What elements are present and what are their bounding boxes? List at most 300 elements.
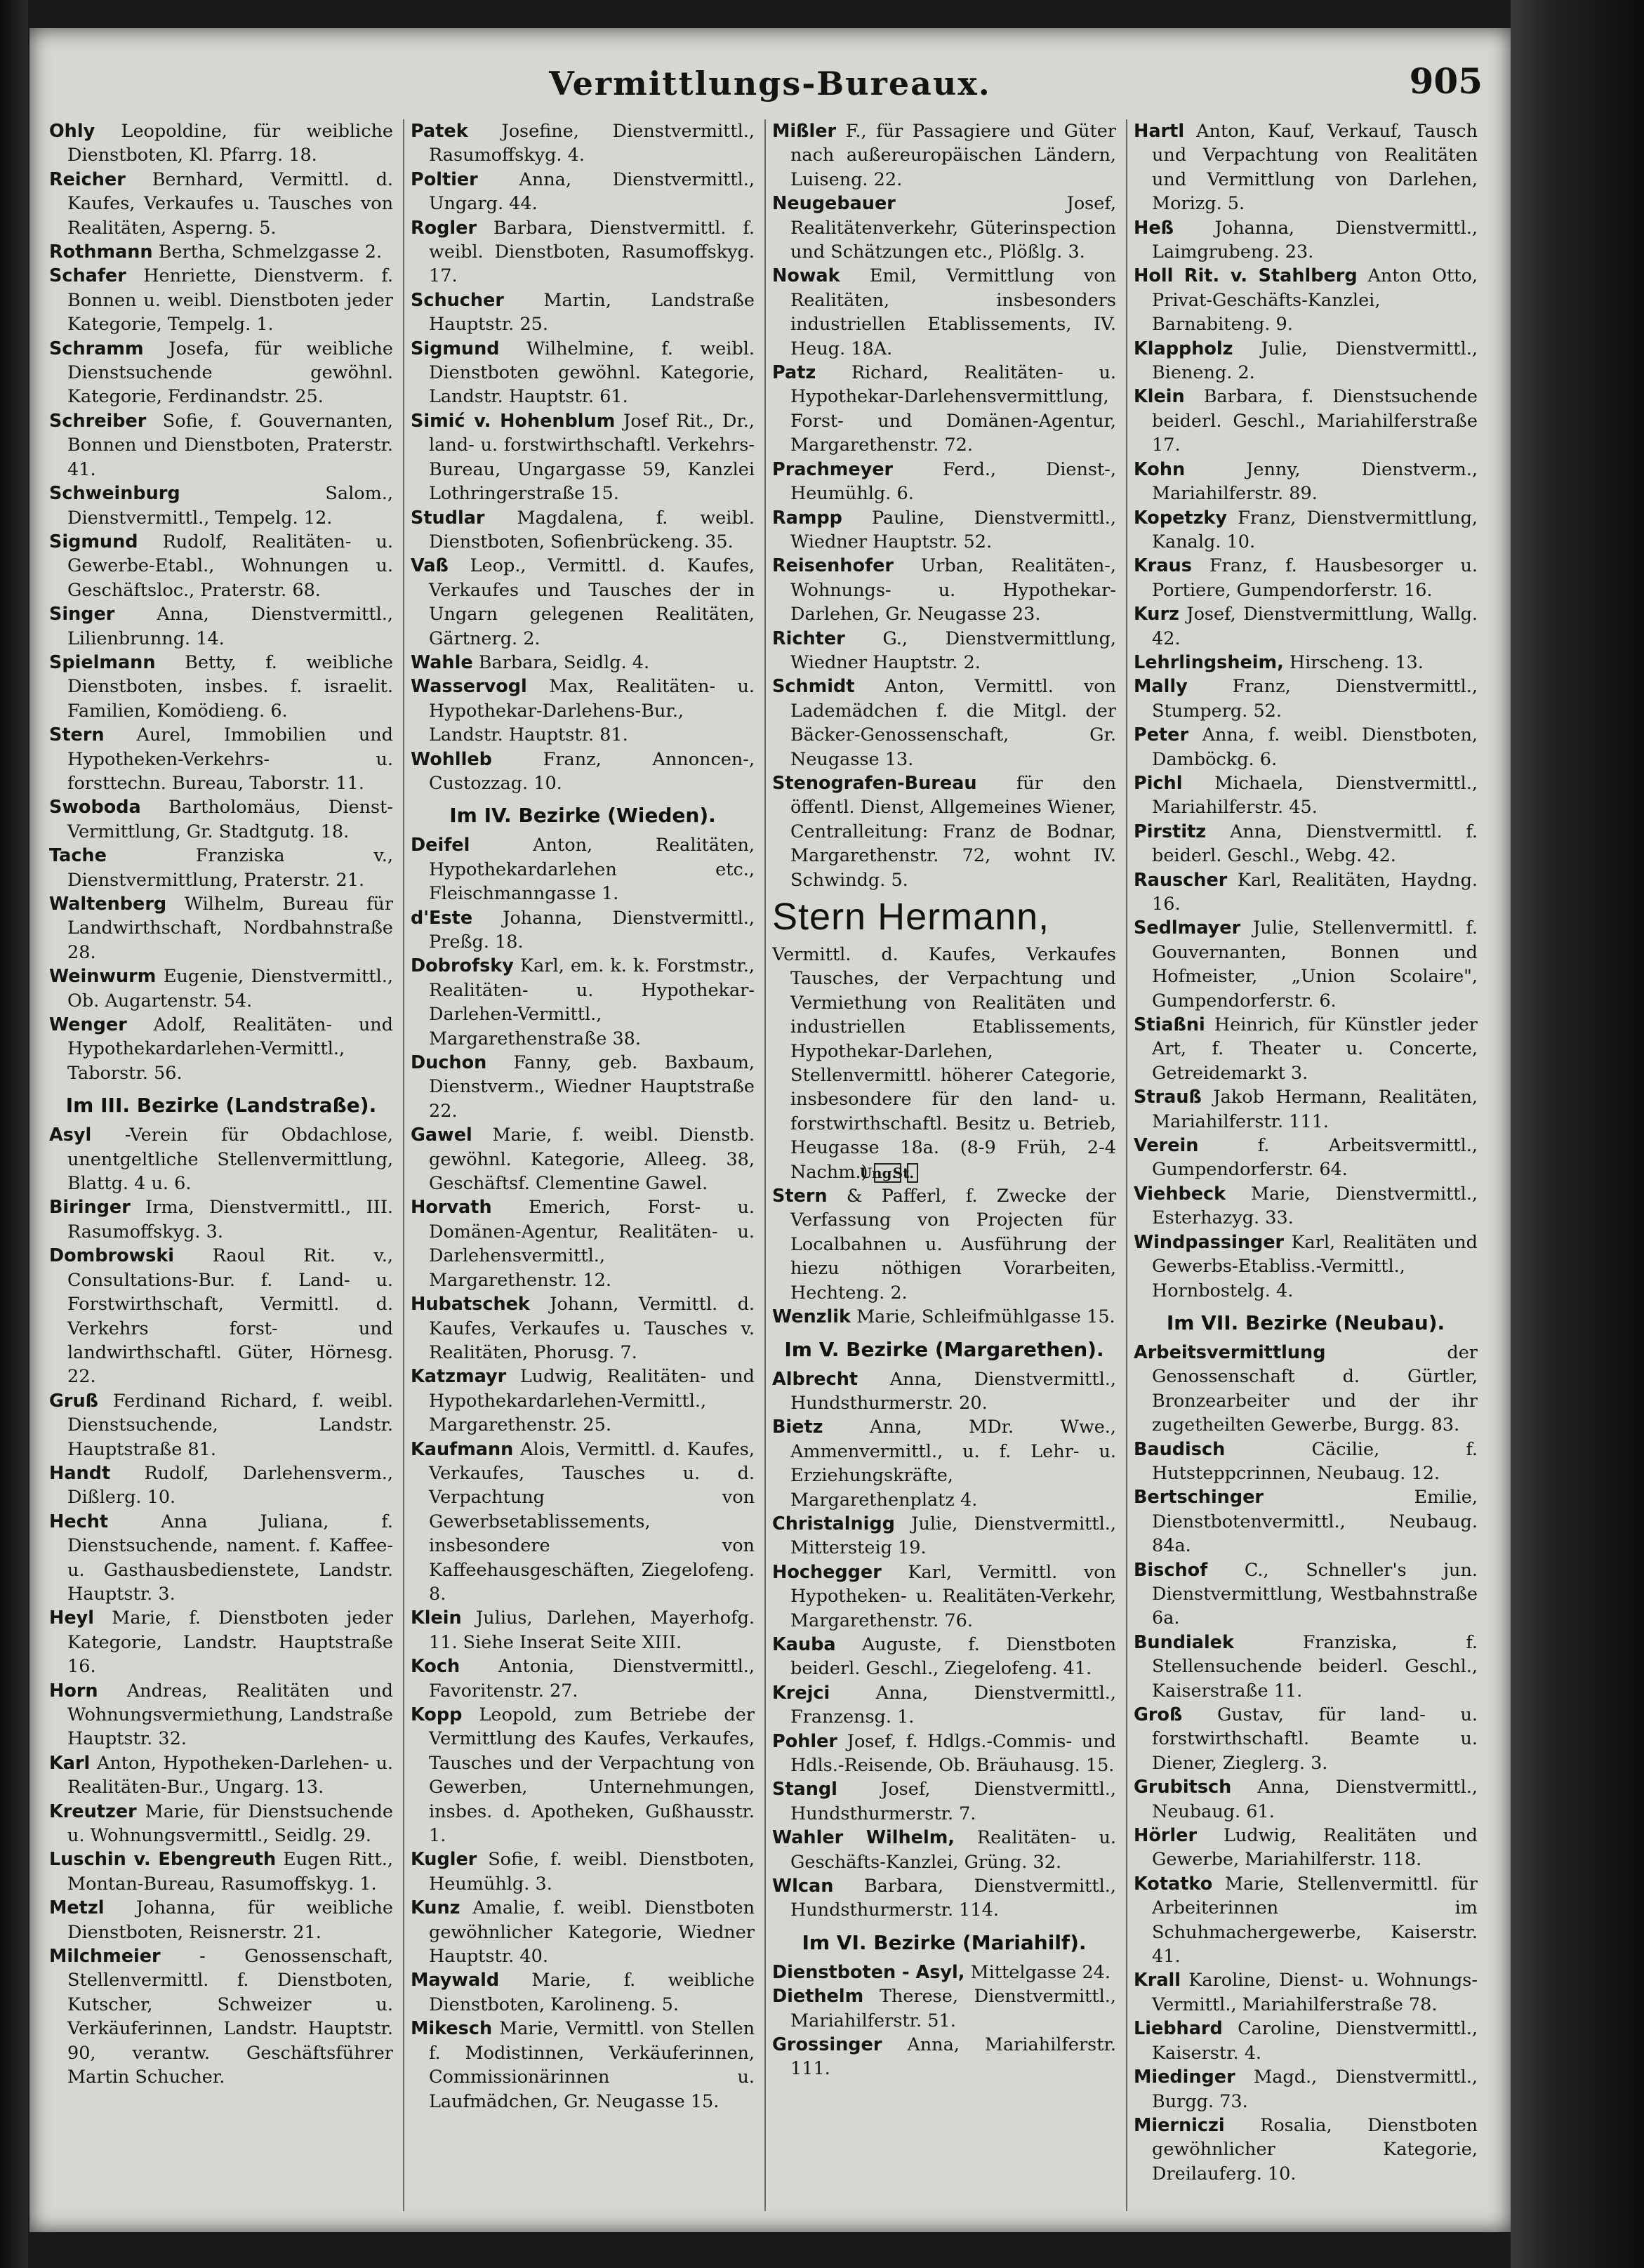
directory-entry — [411, 1123, 755, 1195]
directory-entry — [49, 1944, 393, 2089]
entry-details: Josef, f. Hdlgs.-Commis- und Hdls.-Reisende, Ob. Bräuhausg. 15. — [790, 1730, 1116, 1776]
running-head: Vermittlungs-Bureaux. — [549, 65, 991, 102]
entry-details: Anna, Dienstvermittl., Hundsthurmerstr. 20. — [790, 1368, 1116, 1414]
directory-entry — [49, 1510, 393, 1607]
entry-details: Franziska, f. Stellensuchende beiderl. Geschl., Kaiserstraße 11. — [1152, 1631, 1478, 1702]
directory-entry — [49, 651, 393, 723]
entry-name: Studlar — [411, 507, 485, 529]
column-4 — [1134, 119, 1478, 2211]
directory-entry — [1134, 1438, 1478, 1486]
entry-details: Auguste, f. Dienstboten beiderl. Geschl., Ziegelofeng. 41. — [790, 1633, 1116, 1680]
entry-details: Hirscheng. 13. — [1289, 651, 1424, 673]
entry-name: Pichl — [1134, 772, 1183, 794]
directory-entry — [1134, 602, 1478, 651]
district-heading: Im VII. Bezirke (Neubau). — [1166, 1311, 1445, 1334]
entry-details: Franziska v., Dienstvermittlung, Praterstr. 21. — [67, 845, 393, 891]
binding-edge-left — [0, 0, 28, 2268]
entry-details: Jakob Hermann, Realitäten, Mariahilferstr. 111. — [1152, 1087, 1478, 1132]
entry-name: Wlcan — [772, 1876, 834, 1897]
entry-name: Handt — [49, 1462, 111, 1484]
entry-name: Neugebauer — [772, 193, 896, 215]
directory-entry — [772, 1874, 1116, 1923]
directory-entry — [1134, 916, 1478, 1013]
entry-details: Josef Rit., Dr., land- u. forstwirthschaftl. Verkehrs-Bureau, Ungargasse 59, Kanzlei Lothringerstraße 15. — [429, 410, 755, 505]
entry-details: Wilhelmine, f. weibl. Dienstboten gewöhnl. Kategorie, Landstr. Hauptstr. 61. — [429, 338, 755, 408]
district-heading: Im IV. Bezirke (Wieden). — [449, 804, 716, 828]
directory-entry — [772, 1633, 1116, 1681]
entry-name: Kraus — [1134, 555, 1192, 577]
entry-name: Simić v. Hohenblum — [411, 410, 616, 432]
directory-entry — [1134, 1341, 1478, 1438]
directory-entry — [411, 906, 755, 955]
entry-details: Franz, Dienstvermittlung, Kanalg. 10. — [1152, 507, 1478, 552]
entry-details: f. Arbeitsvermittl., Gumpendorferstr. 64. — [1152, 1135, 1478, 1181]
entry-details: Karl, em. k. k. Forstmstr., Realitäten- u. Hypothekar-Darlehen-Vermittl., Margarethenstraße 38. — [429, 955, 755, 1049]
entry-name: Hartl — [1134, 121, 1185, 142]
entry-name: Poltier — [411, 168, 478, 190]
directory-entry — [49, 1013, 393, 1085]
entry-name: Spielmann — [49, 651, 156, 673]
entry-details: Marie, Dienstvermittl., Esterhazyg. 33. — [1152, 1183, 1478, 1229]
entry-name: Horvath — [411, 1197, 492, 1219]
directory-entry — [49, 409, 393, 482]
entry-details: Irma, Dienstvermittl., III. Rasumoffskyg. 3. — [67, 1197, 393, 1242]
directory-entry — [411, 1703, 755, 1848]
entry-name: Groß — [1134, 1704, 1183, 1725]
directory-entry — [411, 119, 755, 168]
entry-details: Anton, Vermittl. von Lademädchen f. die Mitgl. der Bäcker-Genossenschaft, Gr. Neugasse 13. — [790, 676, 1116, 770]
entry-details: Anna, Dienstvermittl., Lilienbrunng. 14. — [67, 604, 393, 649]
directory-entry — [411, 1365, 755, 1437]
directory-entry — [49, 1123, 393, 1195]
directory-entry — [411, 506, 755, 555]
entry-name: Wasservogl — [411, 676, 527, 698]
directory-entry — [772, 192, 1116, 264]
directory-entry — [411, 554, 755, 651]
directory-entry — [772, 627, 1116, 675]
entry-name: Swoboda — [49, 797, 141, 818]
directory-entry — [49, 795, 393, 844]
entry-details: Anna, Dienstvermittl. f. beiderl. Geschl., Webg. 42. — [1152, 821, 1478, 867]
entry-details: Marie, Schleifmühlgasse 15. — [856, 1306, 1115, 1328]
entry-details: Marie, f. Dienstboten jeder Kategorie, Landstr. Hauptstraße 16. — [67, 1607, 393, 1678]
directory-entry — [49, 723, 393, 795]
entry-name: Hecht — [49, 1511, 109, 1532]
entry-details: Ferdinand Richard, f. weibl. Dienstsuchende, Landstr. Hauptstraße 81. — [67, 1390, 393, 1460]
entry-name: Sedlmayer — [1134, 917, 1241, 939]
directory-entry — [411, 1968, 755, 2017]
directory-entry — [411, 1896, 755, 1968]
entry-name: Schmidt — [772, 676, 855, 698]
directory-entry — [772, 1730, 1116, 1778]
directory-entry — [1134, 385, 1478, 457]
entry-details: Julie, Dienstvermittl., Bieneng. 2. — [1152, 338, 1478, 384]
entry-details: Anna, Dienstvermittl., Ungarg. 44. — [429, 168, 755, 215]
entry-name: Kopetzky — [1134, 507, 1227, 529]
entry-details: C., Schneller's jun. Dienstvermittlung, Westbahnstraße 6a. — [1152, 1559, 1478, 1629]
entry-name: Liebhard — [1134, 2018, 1223, 2040]
entry-details: Josef, Realitätenverkehr, Güterinspection und Schätzungen etc., Plößlg. 3. — [790, 193, 1116, 263]
entry-name: Dienstboten - Asyl, — [772, 1961, 965, 1983]
directory-entry — [49, 1195, 393, 1244]
entry-details: Sofie, f. Gouvernanten, Bonnen und Dienstboten, Praterstr. 41. — [67, 410, 393, 480]
directory-entry — [1134, 1631, 1478, 1703]
entry-details: Michaela, Dienstvermittl., Mariahilferstr. 45. — [1152, 772, 1478, 818]
directory-entry — [772, 1777, 1116, 1826]
directory-entry — [772, 771, 1116, 892]
entry-name: Nowak — [772, 265, 840, 287]
entry-details: Josefa, für weibliche Dienstsuchende gewöhnl. Kategorie, Ferdinandstr. 25. — [67, 338, 393, 408]
column-3 — [772, 119, 1116, 2211]
entry-name: Klappholz — [1134, 338, 1233, 359]
entry-name: Pohler — [772, 1730, 837, 1752]
directory-entry — [49, 530, 393, 602]
directory-entry — [49, 1606, 393, 1678]
district-heading: Im III. Bezirke (Landstraße). — [65, 1094, 377, 1118]
directory-entry — [772, 1826, 1116, 1874]
column-rule — [764, 119, 766, 2211]
entry-name: Gruß — [49, 1390, 99, 1412]
entry-details: Henriette, Dienstverm. f. Bonnen u. weibl. Dienstboten jeder Kategorie, Tempelg. 1. — [67, 265, 393, 336]
entry-details: Anna, MDr. Wwe., Ammenvermittl., u. f. Lehr- u. Erziehungskräfte, Margarethenplatz 4. — [790, 1417, 1116, 1511]
directory-entry — [411, 168, 755, 216]
entry-name: Kunz — [411, 1897, 460, 1919]
entry-name: Patz — [772, 362, 816, 384]
directory-entry — [1134, 337, 1478, 385]
entry-name: Bundialek — [1134, 1631, 1234, 1653]
directory-entry — [772, 458, 1116, 506]
entry-name: Krejci — [772, 1682, 830, 1704]
entry-name: Stenografen-Bureau — [772, 772, 977, 794]
entry-name: Tache — [49, 845, 107, 867]
directory-entry — [1134, 216, 1478, 265]
entry-name: Kopp — [411, 1704, 463, 1725]
binding-edge-right — [1511, 0, 1644, 2268]
directory-entry — [49, 1461, 393, 1510]
entry-details: Leop., Vermittl. d. Kaufes, Verkaufes und Tausches der in Ungarn gelegenen Realitäten, Gärtnerg. 2. — [429, 555, 755, 649]
entry-details: Leopold, zum Betriebe der Vermittlung des Kaufes, Verkaufes, Tausches und der Verpachtung von Gewerben, Unternehmungen, insbes. d. Apotheken, Gußhausstr. 1. — [429, 1704, 755, 1847]
directory-entry — [772, 1305, 1116, 1329]
entry-details: für den öffentl. Dienst, Allgemeines Wiener, Centralleitung: Franz de Bodnar, Margarethenstr. 72, wohnt IV. Schwindg. 5. — [790, 772, 1116, 891]
entry-details: Richard, Realitäten- u. Hypothekar-Darlehensvermittlung, Forst- und Domänen-Agentur, Margarethenstr. 72. — [790, 362, 1116, 456]
directory-entry — [1134, 1558, 1478, 1631]
directory-entry — [411, 1654, 755, 1703]
entry-name: Kreutzer — [49, 1801, 137, 1822]
entry-name: Schramm — [49, 338, 144, 359]
directory-entry — [49, 1244, 393, 1388]
entry-details: Anna, Mariahilferstr. 111. — [790, 2034, 1116, 2080]
entry-details: Caroline, Dienstvermittl., Kaiserstr. 4. — [1152, 2018, 1478, 2064]
entry-details: Mittelgasse 24. — [970, 1961, 1111, 1983]
directory-entry — [1134, 1231, 1478, 1303]
entry-name: Stiaßni — [1134, 1014, 1205, 1036]
directory-entry — [772, 1984, 1116, 2033]
entry-details: Magd., Dienstvermittl., Burgg. 73. — [1152, 2067, 1478, 2112]
entry-name: Reicher — [49, 168, 126, 190]
directory-entry — [1134, 1013, 1478, 1085]
entry-name: Ohly — [49, 121, 95, 142]
ad-text — [772, 943, 1116, 1184]
entry-name: Duchon — [411, 1052, 487, 1074]
entry-details: Marie, f. weibliche Dienstboten, Karolineng. 5. — [429, 1970, 755, 2015]
directory-entry — [49, 119, 393, 168]
directory-entry — [772, 1415, 1116, 1512]
entry-name: Schweinburg — [49, 483, 180, 505]
directory-entry — [772, 2033, 1116, 2081]
entry-details: -Verein für Obdachlose, unentgeltliche Stellenvermittlung, Blattg. 4 u. 6. — [67, 1125, 393, 1195]
entry-name: Pirstitz — [1134, 821, 1207, 842]
entry-details: Antonia, Dienstvermittl., Favoritenstr. 27. — [429, 1656, 755, 1702]
entry-details: Urban, Realitäten-, Wohnungs- u. Hypothekar-Darlehen, Gr. Neugasse 23. — [790, 555, 1116, 625]
directory-entry — [49, 602, 393, 651]
directory-entry — [772, 1560, 1116, 1633]
entry-details: Josef, Dienstvermittl., Hundsthurmerstr. 7. — [790, 1779, 1116, 1824]
entry-name: Stern — [49, 724, 105, 746]
entry-details: Adolf, Realitäten- und Hypothekardarlehen-Vermittl., Taborstr. 56. — [67, 1014, 393, 1084]
entry-name: Dombrowski — [49, 1245, 175, 1267]
entry-details: Franz, Dienstvermittl., Stumperg. 52. — [1152, 676, 1478, 722]
directory-entry — [1134, 458, 1478, 506]
directory-entry — [49, 892, 393, 964]
directory-entry — [772, 554, 1116, 626]
entry-name: Luschin v. Ebengreuth — [49, 1849, 277, 1871]
entry-details: Gustav, für land- u. forstwirthschaftl. Beamte u. Diener, Zieglerg. 3. — [1152, 1704, 1478, 1774]
entry-details: Eugenie, Dienstvermittl., Ob. Augartenstr. 54. — [67, 966, 393, 1012]
directory-entry — [1134, 2065, 1478, 2114]
entry-name: Kugler — [411, 1849, 477, 1871]
directory-entry — [49, 1389, 393, 1461]
entry-details: Eugen Ritt., Montan-Bureau, Rasumoffskyg. 1. — [67, 1849, 393, 1895]
entry-name: Kurz — [1134, 604, 1179, 625]
entry-name: Diethelm — [772, 1986, 864, 2008]
entry-name: Schreiber — [49, 410, 147, 432]
entry-name: Wahler Wilhelm, — [772, 1827, 955, 1849]
directory-entry — [49, 264, 393, 336]
entry-name: Sigmund — [49, 531, 138, 552]
entry-details: Magdalena, f. weibl. Dienstboten, Sofienbrückeng. 35. — [429, 507, 755, 552]
entry-details: Johanna, für weibliche Dienstboten, Reisnerstr. 21. — [67, 1897, 393, 1943]
directory-entry — [772, 264, 1116, 361]
entry-name: Kaufmann — [411, 1438, 514, 1460]
directory-entry — [411, 651, 755, 675]
directory-entry — [1134, 1485, 1478, 1558]
directory-entry — [1134, 264, 1478, 336]
ad-name: Stern Hermann, — [772, 896, 1050, 938]
entry-details: Marie, Stellenvermittl. für Arbeiterinnen im Schuhmachergewerbe, Kaiserstr. 41. — [1152, 1873, 1478, 1968]
directory-entry — [411, 748, 755, 796]
directory-entry — [49, 1800, 393, 1848]
entry-details: Julius, Darlehen, Mayerhofg. 11. Siehe Inserat Seite XIII. — [429, 1607, 755, 1653]
entry-name: Klein — [411, 1607, 462, 1629]
directory-entry — [1134, 1968, 1478, 2017]
directory-entry — [772, 119, 1116, 192]
entry-details: Karoline, Dienst- u. Wohnungs-Vermittl., Mariahilferstraße 78. — [1152, 1970, 1478, 2015]
entry-details: Fanny, geb. Baxbaum, Dienstverm., Wiedner Hauptstraße 22. — [429, 1052, 755, 1122]
entry-details: Pauline, Dienstvermittl., Wiedner Hauptstr. 52. — [790, 507, 1116, 552]
entry-name: Miedinger — [1134, 2067, 1235, 2088]
entry-details: Ludwig, Realitäten und Gewerbe, Mariahilferstr. 118. — [1152, 1825, 1478, 1871]
entry-details: Anna Juliana, f. Dienstsuchende, nament. f. Kaffee- u. Gasthausbedienstete, Landstr. Hauptstr. 3. — [67, 1511, 393, 1605]
directory-entry — [411, 1606, 755, 1654]
directory-entry — [1134, 2017, 1478, 2065]
entry-name: Kotatko — [1134, 1873, 1213, 1895]
entry-name: Schucher — [411, 289, 504, 311]
entry-name: Grubitsch — [1134, 1777, 1232, 1798]
entry-details: Raoul Rit. v., Consultations-Bur. f. Land- u. Forstwirthschaft, Vermittl. d. Verkehrs forst- und landwirthschaftl. Güter, Hörnesg. 22. — [67, 1245, 393, 1388]
entry-name: Dobrofsky — [411, 955, 514, 977]
entry-details: Anna, Dienstvermittl., Neubaug. 61. — [1152, 1777, 1478, 1822]
entry-name: Schafer — [49, 265, 126, 287]
directory-page — [29, 28, 1511, 2232]
entry-name: Strauß — [1134, 1087, 1202, 1108]
entry-name: Stern — [772, 1186, 828, 1207]
directory-entry — [1134, 2114, 1478, 2186]
entry-name: Katzmayr — [411, 1366, 507, 1388]
directory-entry — [411, 216, 755, 289]
entry-details: & Pafferl, f. Zwecke der Verfassung von Projecten für Localbahnen u. Ausführung der hiezu nöthigen Vorarbeiten, Hechteng. 2. — [790, 1186, 1116, 1304]
entry-details: Rudolf, Darlehensverm., Dißlerg. 10. — [67, 1462, 393, 1508]
entry-name: Vaß — [411, 555, 449, 577]
directory-entry — [1134, 820, 1478, 868]
directory-entry — [49, 1751, 393, 1800]
entry-name: Bischof — [1134, 1559, 1208, 1581]
entry-details: Alois, Vermittl. d. Kaufes, Verkaufes, Tausches u. d. Verpachtung von Gewerbsetablissements, insbesondere von Kaffeehausgeschäften, Ziegelofeng. 8. — [429, 1438, 755, 1605]
entry-details: Marie, für Dienstsuchende u. Wohnungsvermittl., Seidlg. 29. — [67, 1801, 393, 1847]
entry-name: Sigmund — [411, 338, 500, 359]
entry-name: Mißler — [772, 121, 837, 142]
entry-details: Cäcilie, f. Hutsteppcrinnen, Neubaug. 12. — [1152, 1438, 1478, 1484]
entry-details: Anton, Realitäten, Hypothekardarlehen etc., Fleischmanngasse 1. — [429, 835, 755, 905]
directory-entry — [1134, 1134, 1478, 1182]
entry-name: Hochegger — [772, 1561, 882, 1583]
directory-entry — [49, 844, 393, 892]
language-box: Ung. — [874, 1163, 901, 1183]
entry-name: Deifel — [411, 835, 470, 856]
directory-entry — [1134, 771, 1478, 820]
entry-name: Baudisch — [1134, 1438, 1226, 1460]
entry-details: Emilie, Dienstbotenvermittl., Neubaug. 84a. — [1152, 1487, 1478, 1557]
directory-entry — [49, 337, 393, 409]
directory-entry — [1134, 1775, 1478, 1824]
entry-details: Aurel, Immobilien und Hypotheken-Verkehrs- u. forsttechn. Bureau, Taborstr. 11. — [67, 724, 393, 794]
directory-entry — [772, 506, 1116, 555]
entry-name: Holl Rit. v. Stahlberg — [1134, 265, 1358, 287]
directory-entry — [411, 2017, 755, 2114]
directory-entry — [49, 168, 393, 240]
directory-entry — [1134, 1872, 1478, 1969]
entry-details: Marie, Vermittl. von Stellen f. Modistinnen, Verkäuferinnen, Commissionärinnen u. Laufmädchen, Gr. Neugasse 15. — [429, 2018, 755, 2112]
directory-entry — [411, 1195, 755, 1292]
directory-entry — [1134, 1703, 1478, 1775]
entry-details: Anton Otto, Privat-Geschäfts-Kanzlei, Barnabiteng. 9. — [1152, 265, 1478, 336]
entry-details: Marie, f. weibl. Dienstb. gewöhnl. Kategorie, Alleeg. 38, Geschäftsf. Clementine Gawel. — [429, 1125, 755, 1195]
entry-name: Karl — [49, 1752, 91, 1774]
entry-details: Sofie, f. weibl. Dienstboten, Heumühlg. 3. — [429, 1849, 755, 1895]
entry-name: Bietz — [772, 1417, 823, 1438]
entry-details: Jenny, Dienstverm., Mariahilferstr. 89. — [1152, 458, 1478, 505]
entry-details: Emerich, Forst- u. Domänen-Agentur, Realitäten- u. Darlehensvermittl., Margarethenstr. 12. — [429, 1197, 755, 1291]
directory-entry — [411, 675, 755, 747]
entry-name: Lehrlingsheim, — [1134, 651, 1284, 673]
entry-name: Hubatschek — [411, 1294, 530, 1315]
entry-details: Bernhard, Vermittl. d. Kaufes, Verkaufes u. Tausches von Realitäten, Asperng. 5. — [67, 168, 393, 239]
entry-name: Christalnigg — [772, 1513, 895, 1534]
entry-name: d'Este — [411, 907, 473, 929]
directory-entry — [1134, 1824, 1478, 1872]
entry-name: Reisenhofer — [772, 555, 894, 577]
directory-entry — [49, 482, 393, 530]
directory-entry — [1134, 1182, 1478, 1231]
entry-details: Barbara, Seidlg. 4. — [478, 651, 650, 673]
entry-details: Max, Realitäten- u. Hypothekar-Darlehens-Bur., Landstr. Hauptstr. 81. — [429, 676, 755, 746]
entry-details: Barbara, Dienstvermittl. f. weibl. Dienstboten, Rasumoffskyg. 17. — [429, 217, 755, 287]
entry-details: Franz, f. Hausbesorger u. Portiere, Gumpendorferstr. 16. — [1152, 555, 1478, 601]
directory-entry — [411, 833, 755, 906]
directory-entry — [411, 1292, 755, 1365]
directory-entry — [49, 1848, 393, 1896]
entry-name: Mierniczi — [1134, 2114, 1225, 2136]
directory-entry — [772, 1184, 1116, 1305]
entry-name: Wahle — [411, 651, 473, 673]
entry-details: Johanna, Dienstvermittl., Preßg. 18. — [429, 907, 755, 953]
entry-name: Biringer — [49, 1197, 131, 1219]
entry-name: Gawel — [411, 1125, 472, 1146]
entry-details: Therese, Dienstvermittl., Mariahilferstr. 51. — [790, 1986, 1116, 2031]
entry-name: Rampp — [772, 507, 842, 529]
entry-name: Mikesch — [411, 2018, 493, 2040]
entry-name: Heyl — [49, 1607, 94, 1629]
page-header — [29, 60, 1511, 114]
entry-details: Salom., Dienstvermittl., Tempelg. 12. — [67, 483, 393, 529]
entry-details: Emil, Vermittlung von Realitäten, insbesonders industriellen Etablissements, IV. Heug. 18A. — [790, 265, 1116, 359]
directory-entry — [49, 1679, 393, 1751]
entry-name: Milchmeier — [49, 1946, 161, 1968]
entry-name: Patek — [411, 121, 468, 142]
column-rule — [1126, 119, 1127, 2211]
entry-name: Asyl — [49, 1125, 92, 1146]
directory-entry — [411, 337, 755, 409]
directory-entry — [49, 964, 393, 1013]
ad-body: Vermittl. d. Kaufes, Verkaufes Tausches, der Verpachtung und Vermiethung von Realitäten und industriellen Etablissements, Hypothekar-Darlehen, Stellenvermittl. höherer Categorie, insbesondere für den land- u. forstwirthschaftl. Besitz u. Betrieb, Heugasse 18a. (8-9 Früh, 2-4 Nachm.) — [772, 944, 1116, 1183]
directory-entry — [772, 1681, 1116, 1730]
directory-entry — [772, 1961, 1116, 1984]
entry-name: Arbeitsvermittlung — [1134, 1341, 1326, 1363]
entry-details: F., für Passagiere und Güter nach außereuropäischen Ländern, Luiseng. 22. — [790, 121, 1116, 190]
entry-name: Prachmeyer — [772, 458, 894, 480]
directory-entry — [1134, 651, 1478, 675]
entry-details: Anna, Dienstvermittl., Franzensg. 1. — [790, 1682, 1116, 1728]
entry-name: Kohn — [1134, 458, 1186, 480]
directory-entry — [772, 1512, 1116, 1560]
directory-entry — [1134, 1085, 1478, 1134]
entry-name: Maywald — [411, 1970, 500, 1991]
entry-name: Viehbeck — [1134, 1183, 1226, 1205]
entry-details: Josef, Dienstvermittlung, Wallg. 42. — [1152, 604, 1478, 649]
entry-name: Kauba — [772, 1633, 836, 1655]
entry-name: Weinwurm — [49, 966, 157, 988]
directory-entry — [1134, 119, 1478, 216]
entry-details: Josefine, Dienstvermittl., Rasumoffskyg. 4. — [429, 121, 755, 166]
entry-details: Realitäten- u. Geschäfts-Kanzlei, Grüng. 32. — [790, 1827, 1116, 1873]
directory-entry — [49, 1896, 393, 1944]
directory-entry — [1134, 723, 1478, 771]
district-heading: Im V. Bezirke (Margarethen). — [784, 1337, 1104, 1361]
entry-name: Wenzlik — [772, 1306, 851, 1328]
entry-name: Richter — [772, 628, 845, 649]
directory-entry — [411, 1438, 755, 1607]
entry-details: Karl, Realitäten, Haydng. 16. — [1152, 869, 1478, 915]
column-2 — [411, 119, 755, 2211]
